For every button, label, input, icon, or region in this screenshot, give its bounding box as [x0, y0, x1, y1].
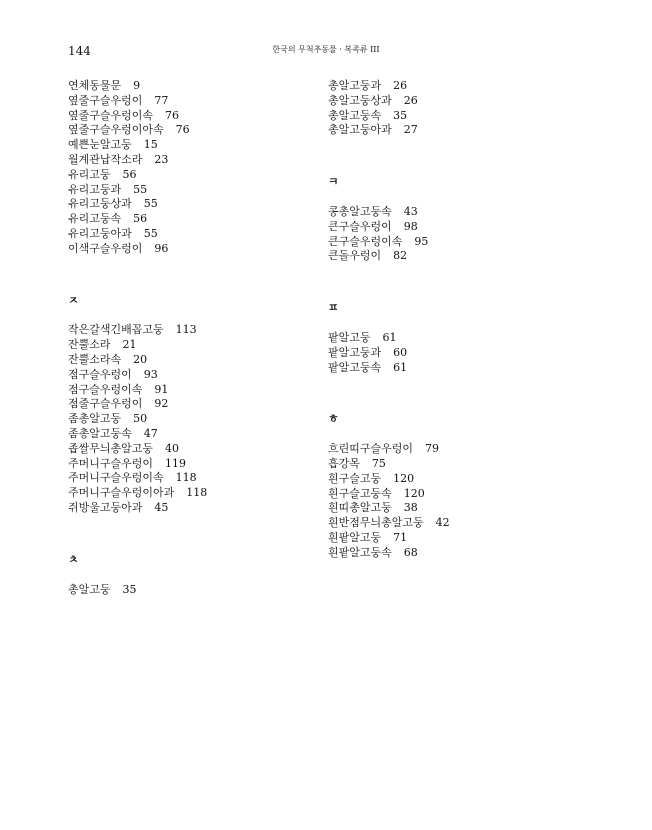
- entry-page-number: 120: [403, 486, 425, 500]
- index-entry: [328, 235, 588, 250]
- entry-term: 총알고둥과: [328, 79, 382, 92]
- entry-term: 유리고둥: [68, 167, 111, 181]
- index-entry: [68, 442, 328, 457]
- entry-term: 총알고둥: [68, 582, 111, 596]
- entry-page-number: 38: [403, 501, 418, 515]
- index-entry: [328, 442, 588, 457]
- entry-page-number: 60: [393, 345, 408, 359]
- index-entry: [68, 109, 328, 124]
- index-entry: [328, 457, 588, 472]
- index-section: [328, 412, 588, 560]
- entry-term: 이색구슬우렁이: [68, 241, 143, 255]
- entry-page-number: 76: [165, 108, 180, 122]
- entry-term: 흰띠총알고둥: [328, 501, 392, 515]
- entry-page-number: 55: [143, 226, 158, 240]
- entry-term: 점구슬우렁이: [68, 367, 132, 381]
- index-entry: [68, 153, 328, 168]
- entry-page-number: 68: [403, 545, 418, 559]
- entry-term: 총알고둥아과: [328, 123, 392, 137]
- entry-page-number: 93: [143, 367, 158, 381]
- index-section: [328, 79, 588, 138]
- entry-page-number: 79: [425, 442, 440, 456]
- page-number: 144: [68, 44, 91, 58]
- index-entry: [68, 338, 328, 353]
- entry-term: 잔뿔소라: [68, 338, 111, 352]
- entry-page-number: 82: [393, 249, 408, 263]
- entry-term: 큰돌우렁이: [328, 249, 382, 263]
- index-entry: [328, 249, 588, 264]
- index-entry: [328, 546, 588, 561]
- index-column-right: [328, 79, 588, 561]
- entry-term: 좁쌀무늬총알고둥: [68, 441, 154, 455]
- entry-term: 옆줄구슬우렁이속: [68, 108, 154, 122]
- entry-term: 옆줄구슬우렁이아속: [68, 123, 164, 137]
- entry-term: 유리고둥아과: [68, 226, 132, 240]
- entry-page-number: 47: [143, 426, 158, 440]
- entry-page-number: 56: [133, 212, 148, 226]
- index-entry: [68, 583, 328, 598]
- entry-term: 흰팥알고둥속: [328, 545, 392, 559]
- running-title: 한국의 무척추동물 · 복족류 III: [272, 45, 380, 54]
- entry-page-number: 61: [382, 330, 397, 344]
- entry-term: 좀총알고둥: [68, 412, 122, 426]
- index-entry: [68, 138, 328, 153]
- index-entry: [328, 94, 588, 109]
- entry-term: 큰구슬우렁이: [328, 219, 392, 233]
- index-entry: [328, 361, 588, 376]
- index-entry: [68, 368, 328, 383]
- index-entry: [328, 501, 588, 516]
- entry-term: 연체동물문: [68, 79, 122, 92]
- entry-term: 쥐방울고둥아과: [68, 500, 143, 514]
- entry-page-number: 15: [143, 138, 158, 152]
- index-entry: [328, 109, 588, 124]
- entry-term: 점구슬우렁이속: [68, 382, 143, 396]
- entry-term: 월계관납작소라: [68, 152, 143, 166]
- entry-page-number: 45: [154, 500, 169, 514]
- index-section: [68, 294, 328, 516]
- entry-page-number: 35: [122, 582, 137, 596]
- entry-page-number: 77: [154, 93, 169, 107]
- entry-term: 옆줄구슬우렁이: [68, 93, 143, 107]
- index-entry: [68, 501, 328, 516]
- index-entry: [68, 212, 328, 227]
- index-entry: [68, 227, 328, 242]
- entry-term: 점줄구슬우렁이: [68, 397, 143, 411]
- entry-page-number: 21: [122, 338, 137, 352]
- section-heading: ㅍ: [328, 301, 339, 315]
- index-entry: [68, 94, 328, 109]
- entry-term: 유리고둥상과: [68, 197, 132, 211]
- entry-page-number: 9: [133, 79, 141, 92]
- entry-page-number: 42: [435, 516, 450, 530]
- entry-page-number: 56: [122, 167, 137, 181]
- entry-term: 흰구슬고둥속: [328, 486, 392, 500]
- index-entry: [328, 123, 588, 138]
- index-entry: [328, 531, 588, 546]
- entry-page-number: 75: [371, 456, 386, 470]
- index-entry: [68, 486, 328, 501]
- entry-page-number: 119: [165, 456, 187, 470]
- entry-page-number: 43: [403, 204, 418, 218]
- index-entry: [68, 197, 328, 212]
- entry-page-number: 96: [154, 241, 169, 255]
- entry-term: 유리고둥과: [68, 182, 122, 196]
- entry-page-number: 26: [393, 79, 408, 92]
- entry-term: 흰구슬고둥: [328, 471, 382, 485]
- index-entry: [328, 331, 588, 346]
- entry-term: 주머니구슬우렁이: [68, 456, 154, 470]
- index-section: [328, 301, 588, 375]
- index-entry: [68, 353, 328, 368]
- entry-page-number: 71: [393, 530, 408, 544]
- entry-term: 주머니구슬우렁이아과: [68, 486, 175, 500]
- index-column-left: [68, 79, 328, 597]
- section-heading: ㅋ: [328, 175, 339, 189]
- entry-term: 팥알고둥: [328, 330, 371, 344]
- entry-page-number: 55: [143, 197, 158, 211]
- entry-term: 총알고둥속: [328, 108, 382, 122]
- entry-page-number: 120: [393, 471, 415, 485]
- index-entry: [68, 383, 328, 398]
- entry-term: 좀총알고둥속: [68, 426, 132, 440]
- index-entry: [68, 183, 328, 198]
- entry-term: 큰구슬우렁이속: [328, 234, 403, 248]
- entry-term: 주머니구슬우렁이속: [68, 471, 164, 485]
- index-entry: [328, 205, 588, 220]
- entry-page-number: 26: [403, 93, 418, 107]
- entry-term: 예쁜눈알고둥: [68, 138, 132, 152]
- entry-term: 유리고둥속: [68, 212, 122, 226]
- index-entry: [328, 220, 588, 235]
- index-entry: [328, 487, 588, 502]
- index-section: [68, 79, 328, 257]
- entry-term: 팥알고둥속: [328, 360, 382, 374]
- index-entry: [68, 79, 328, 94]
- index-entry: [68, 471, 328, 486]
- index-entry: [68, 427, 328, 442]
- index-entry: [68, 242, 328, 257]
- entry-term: 팥알고둥과: [328, 345, 382, 359]
- entry-term: 흰팥알고둥: [328, 530, 382, 544]
- index-entry: [68, 397, 328, 412]
- section-heading: ㅎ: [328, 412, 339, 426]
- entry-term: 콩총알고둥속: [328, 204, 392, 218]
- index-entry: [68, 123, 328, 138]
- entry-term: 작은갈색긴배꼽고둥: [68, 323, 164, 337]
- entry-page-number: 98: [403, 219, 418, 233]
- index-entry: [68, 412, 328, 427]
- index-entry: [68, 323, 328, 338]
- index-section: [328, 175, 588, 264]
- entry-term: 총알고둥상과: [328, 93, 392, 107]
- entry-page-number: 40: [165, 441, 180, 455]
- index-section: [68, 553, 328, 598]
- entry-page-number: 113: [175, 323, 197, 337]
- entry-page-number: 20: [133, 352, 148, 366]
- index-entry: [68, 457, 328, 472]
- entry-page-number: 23: [154, 152, 169, 166]
- section-heading: ㅈ: [68, 293, 79, 307]
- entry-page-number: 55: [133, 182, 148, 196]
- index-entry: [328, 79, 588, 94]
- entry-page-number: 76: [175, 123, 190, 137]
- section-heading: ㅊ: [68, 552, 79, 566]
- entry-page-number: 95: [414, 234, 429, 248]
- entry-page-number: 92: [154, 397, 169, 411]
- index-entry: [328, 472, 588, 487]
- index-entry: [68, 168, 328, 183]
- entry-term: 흰반점무늬총알고둥: [328, 516, 424, 530]
- entry-page-number: 35: [393, 108, 408, 122]
- entry-term: 잔뿔소라속: [68, 352, 122, 366]
- index-entry: [328, 346, 588, 361]
- entry-page-number: 61: [393, 360, 408, 374]
- entry-page-number: 91: [154, 382, 169, 396]
- entry-page-number: 118: [175, 471, 197, 485]
- entry-term: 흡강목: [328, 456, 360, 470]
- entry-term: 흐린띠구슬우렁이: [328, 442, 414, 456]
- entry-page-number: 50: [133, 412, 148, 426]
- entry-page-number: 118: [186, 486, 208, 500]
- index-entry: [328, 516, 588, 531]
- entry-page-number: 27: [403, 123, 418, 137]
